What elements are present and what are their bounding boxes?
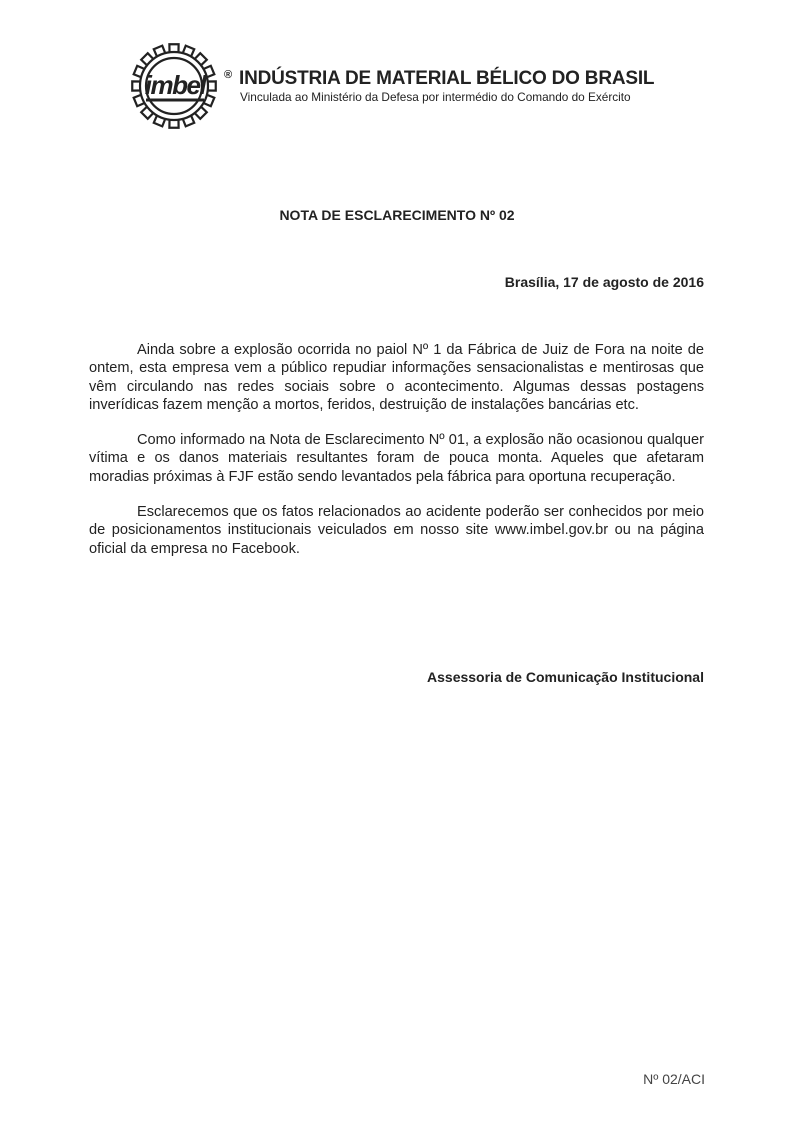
imbel-gear-logo <box>128 42 220 130</box>
org-name: INDÚSTRIA DE MATERIAL BÉLICO DO BRASIL <box>239 68 655 89</box>
registered-mark: ® <box>224 69 233 81</box>
paragraph-3: Esclarecemos que os fatos relacionados ao acidente poderão ser conhecidos por meio de posicionamentos institucionais veiculados em nosso site www.imbel.gov.br ou na página oficial da empresa no Facebook. <box>89 504 704 557</box>
document-number: Nº 02/ACI <box>643 1071 705 1087</box>
signature: Assessoria de Comunicação Institucional <box>427 669 704 685</box>
date-line: Brasília, 17 de agosto de 2016 <box>504 274 704 290</box>
document-title: NOTA DE ESCLARECIMENTO Nº 02 <box>279 207 515 223</box>
paragraph-1: Ainda sobre a explosão ocorrida no paiol Nº 1 da Fábrica de Juiz de Fora na noite de ontem, esta empresa vem a público repudiar informações sensacionalistas e mentirosas que vêm circulando nas redes sociais sobre o acontecimento. Algumas dessas postagens inverídicas fazem menção a mortos, feridos, destruição de instalações bancárias etc. <box>89 342 704 413</box>
org-subtitle: Vinculada ao Ministério da Defesa por intermédio do Comando do Exército <box>240 90 631 104</box>
paragraph-2: Como informado na Nota de Esclarecimento Nº 01, a explosão não ocasionou qualquer vítima e os danos materiais resultantes foram de pouca monta. Aqueles que afetaram moradias próximas à FJF estão sendo levantados pela fábrica para oportuna recuperação. <box>89 432 704 485</box>
logo-wordmark: imbel <box>144 70 206 100</box>
document-body <box>89 341 704 575</box>
letterhead <box>128 42 688 134</box>
